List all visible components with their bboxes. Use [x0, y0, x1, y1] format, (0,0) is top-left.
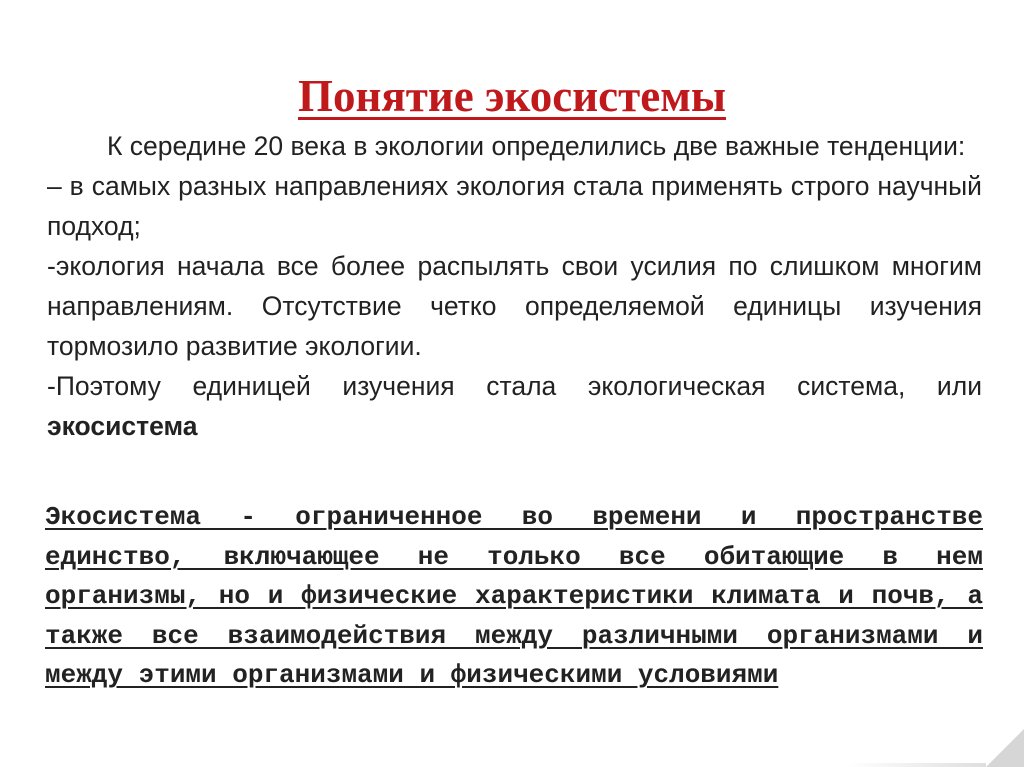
point-three-text: -Поэтому единицей изучения стала экологическая система, или [47, 371, 982, 401]
slide-title: Понятие экосистемы [297, 71, 727, 121]
point-one-paragraph: – в самых разных направлениях экология стала применять строго научный подход; [47, 171, 982, 241]
page-shadow [846, 763, 986, 767]
intro-paragraph: К середине 20 века в экологии определились две важные тенденции: [107, 131, 966, 161]
point-three-paragraph [47, 366, 982, 446]
definition-paragraph: Экосистема - ограниченное во времени и пространстве единство, включающее не только все обитающие в нем организмы, но и физические характеристики климата и почв, а также все взаимодействия между различными организмами и между этими организмами и физическими условиями [45, 502, 983, 690]
page-corner-fold [986, 729, 1024, 767]
slide-body [47, 126, 982, 446]
point-three-bold-term: экосистема [47, 411, 198, 441]
point-two-paragraph: -экология начала все более распылять свои усилия по слишком многим направлениям. Отсутствие четко определяемой единицы изучения тормозило развитие экологии. [47, 251, 982, 361]
